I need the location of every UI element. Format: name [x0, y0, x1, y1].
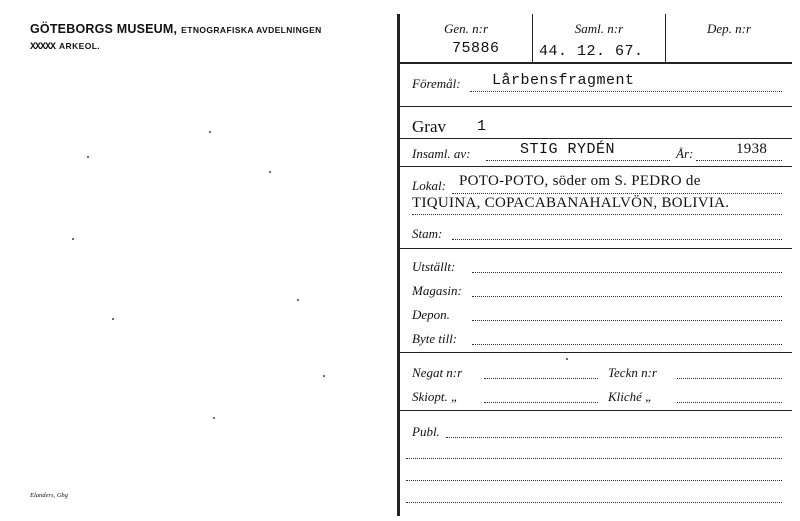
insaml-label: Insaml. av:	[412, 146, 471, 161]
publ-label: Publ.	[412, 424, 440, 439]
magasin-label: Magasin:	[412, 283, 462, 298]
publ-dotted-line	[446, 437, 782, 438]
lokal-line-1: POTO-POTO, söder om S. PEDRO de	[459, 173, 701, 189]
section-name: ARKEOL.	[59, 41, 101, 51]
saml-label: Saml. n:r	[574, 21, 624, 36]
gen-label: Gen. n:r	[443, 21, 489, 36]
depon-label: Depon.	[412, 307, 450, 322]
speck	[213, 417, 215, 419]
speck	[209, 131, 211, 133]
speck	[269, 171, 271, 173]
grav-value: 1	[477, 118, 487, 135]
printer-mark: Elanders, Gbg	[30, 492, 68, 499]
speck	[297, 299, 299, 301]
insaml-dotted-line	[486, 160, 670, 161]
rule	[400, 352, 792, 353]
museum-name: GÖTEBORGS MUSEUM,	[30, 22, 178, 36]
rule	[400, 106, 792, 107]
saml-value: 44. 12. 67.	[539, 43, 644, 60]
skiopt-label: Skiopt. „	[412, 389, 459, 404]
byte-label: Byte till:	[412, 331, 458, 346]
insaml-value: STIG RYDÉN	[520, 141, 616, 158]
lokal-dotted-line	[412, 214, 782, 215]
publ-dotted-line	[406, 458, 782, 459]
ar-label: År:	[676, 146, 694, 161]
utstallt-label: Utställt:	[412, 259, 456, 274]
byte-dotted-line	[472, 344, 782, 345]
dep-label: Dep. n:r	[706, 21, 752, 36]
rule	[400, 138, 792, 139]
rule	[400, 410, 792, 411]
gen-value: 75886	[452, 40, 500, 57]
struck-text: XXXXX	[30, 42, 56, 53]
rule	[400, 248, 792, 249]
negat-dotted-line	[484, 378, 598, 379]
foremal-dotted-line	[470, 91, 782, 92]
rule	[400, 166, 792, 167]
speck	[112, 318, 114, 320]
ar-value: 1938	[736, 141, 768, 157]
header-second-line	[30, 36, 100, 54]
museum-header	[30, 20, 322, 53]
teckn-dotted-line	[677, 378, 782, 379]
foremal-value: Lårbensfragment	[492, 72, 635, 89]
skiopt-dotted-line	[484, 402, 598, 403]
speck	[566, 358, 568, 360]
grav-label: Grav	[412, 117, 446, 136]
foremal-label: Föremål:	[412, 76, 461, 91]
lokal-line-2: TIQUINA, COPACABANAHALVÖN, BOLIVIA.	[412, 195, 730, 211]
speck	[323, 375, 325, 377]
kliche-dotted-line	[677, 402, 782, 403]
publ-dotted-line	[406, 480, 782, 481]
utstallt-dotted-line	[472, 272, 782, 273]
lokal-dotted-line	[452, 193, 782, 194]
speck	[72, 238, 74, 240]
teckn-label: Teckn n:r	[608, 365, 657, 380]
magasin-dotted-line	[472, 296, 782, 297]
ar-dotted-line	[696, 160, 782, 161]
kliche-label: Kliché „	[608, 389, 653, 404]
negat-label: Negat n:r	[412, 365, 463, 380]
speck	[87, 156, 89, 158]
stam-label: Stam:	[412, 226, 443, 241]
lokal-label: Lokal:	[412, 178, 446, 193]
rule	[400, 62, 792, 64]
card-left-border	[397, 14, 400, 516]
depon-dotted-line	[472, 320, 782, 321]
stam-dotted-line	[452, 239, 782, 240]
publ-dotted-line	[406, 502, 782, 503]
department-name: ETNOGRAFISKA AVDELNINGEN	[181, 25, 322, 35]
